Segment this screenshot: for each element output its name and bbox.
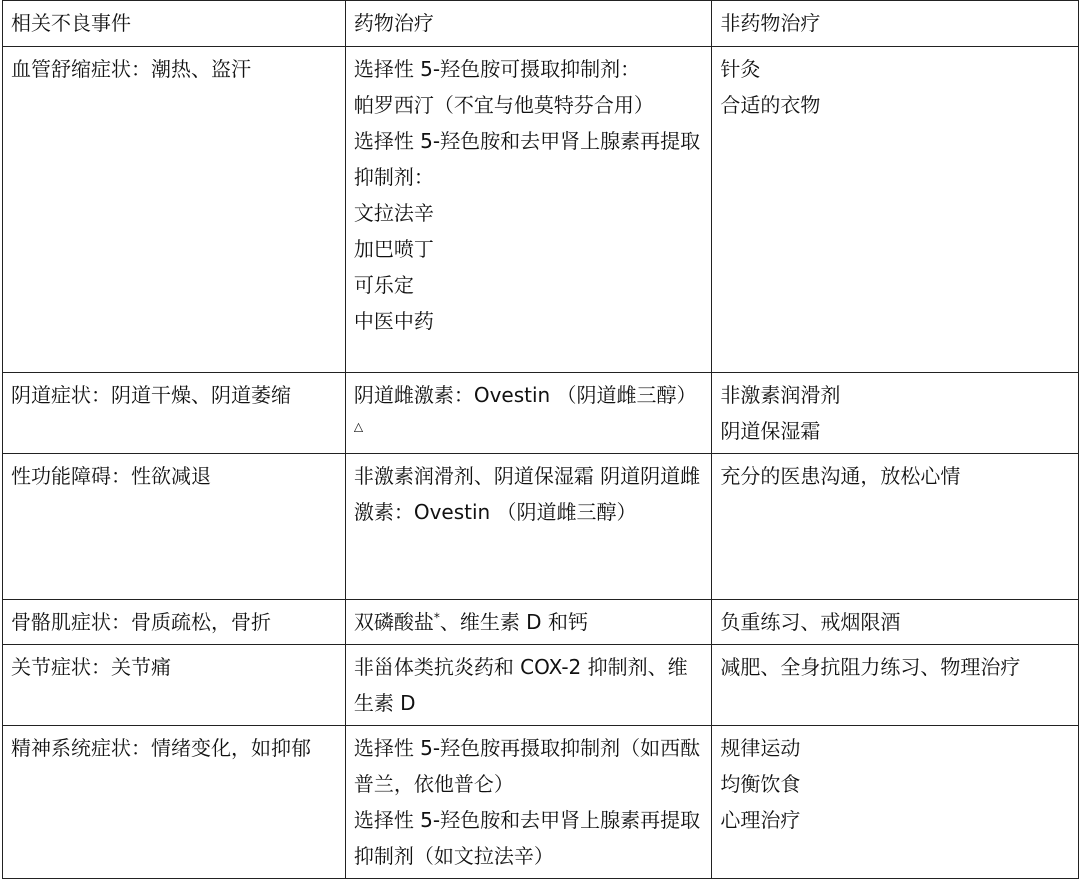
event-cell: 性功能障碍：性欲减退 [3, 454, 346, 600]
adverse-events-table [2, 0, 1079, 879]
drug-line: 加巴喷丁 [353, 237, 434, 261]
nondrug-line: 规律运动 [720, 736, 801, 760]
drug-line: 阴道雌激素：Ovestin （阴道雌三醇） [353, 383, 697, 407]
drug-line: 可乐定 [353, 273, 414, 297]
drug-text-post: 、维生素 D 和钙 [439, 610, 588, 634]
nondrug-cell: 减肥、全身抗阻力练习、物理治疗 [712, 645, 1079, 726]
nondrug-cell [712, 47, 1079, 373]
table-row [3, 454, 1079, 600]
drug-line: 帕罗西汀（不宜与他莫特芬合用） [353, 93, 654, 117]
table-row [3, 373, 1079, 454]
drug-line: 选择性 5-羟色胺和去甲肾上腺素再提取抑制剂（如文拉法辛） [353, 808, 701, 868]
drug-line: 选择性 5-羟色胺再摄取抑制剂（如西酞普兰，依他普仑） [353, 736, 701, 796]
nondrug-line: 心理治疗 [720, 808, 801, 832]
drug-cell [345, 726, 712, 879]
event-cell: 阴道症状：阴道干燥、阴道萎缩 [3, 373, 346, 454]
drug-cell [345, 47, 712, 373]
header-nondrug-treatment: 非药物治疗 [712, 1, 1079, 47]
nondrug-cell [712, 373, 1079, 454]
drug-text-pre: 双磷酸盐 [353, 610, 434, 634]
nondrug-cell: 负重练习、戒烟限酒 [712, 600, 1079, 645]
nondrug-line: 阴道保湿霜 [720, 419, 821, 443]
table-row [3, 47, 1079, 373]
drug-cell [345, 600, 712, 645]
drug-line: 选择性 5-羟色胺和去甲肾上腺素再提取抑制剂： [353, 129, 701, 189]
event-cell: 骨骼肌症状：骨质疏松，骨折 [3, 600, 346, 645]
table-row [3, 645, 1079, 726]
header-adverse-event: 相关不良事件 [3, 1, 346, 47]
asterisk-mark: * [433, 610, 440, 625]
event-cell: 血管舒缩症状：潮热、盗汗 [3, 47, 346, 373]
table-row [3, 600, 1079, 645]
drug-cell [345, 373, 712, 454]
drug-line: 选择性 5-羟色胺可摄取抑制剂： [353, 57, 641, 81]
nondrug-line: 合适的衣物 [720, 93, 821, 117]
drug-cell: 非激素润滑剂、阴道保湿霜 阴道阴道雌激素：Ovestin （阴道雌三醇） [345, 454, 712, 600]
event-cell: 关节症状：关节痛 [3, 645, 346, 726]
nondrug-cell: 充分的医患沟通，放松心情 [712, 454, 1079, 600]
drug-line: 文拉法辛 [353, 201, 434, 225]
triangle-mark: △ [353, 419, 364, 434]
drug-cell: 非甾体类抗炎药和 COX-2 抑制剂、维生素 D [345, 645, 712, 726]
nondrug-cell [712, 726, 1079, 879]
event-cell: 精神系统症状：情绪变化，如抑郁 [3, 726, 346, 879]
drug-line: 中医中药 [353, 309, 434, 333]
nondrug-line: 针灸 [720, 57, 761, 81]
table-row [3, 726, 1079, 879]
header-drug-treatment: 药物治疗 [345, 1, 712, 47]
nondrug-line: 非激素润滑剂 [720, 383, 841, 407]
nondrug-line: 均衡饮食 [720, 772, 801, 796]
table-header-row [3, 1, 1079, 47]
